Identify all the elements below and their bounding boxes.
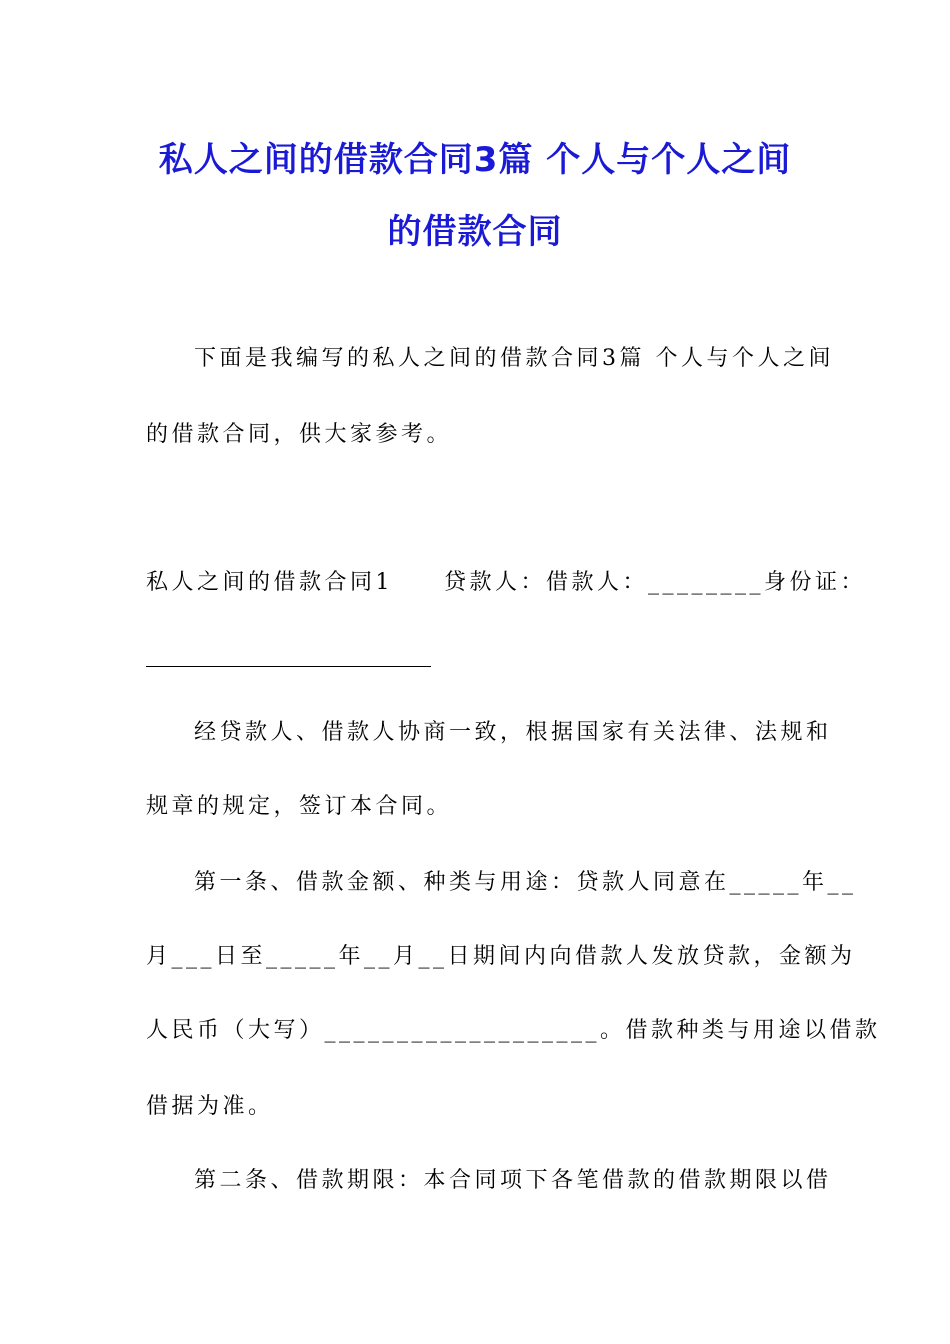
blank-underline — [146, 666, 431, 667]
article-1-line2: 月___日至_____年__月__日期间内向借款人发放贷款，金额为 — [146, 944, 856, 969]
intro-line2: 的借款合同，供大家参考。 — [146, 422, 453, 447]
intro-line1: 下面是我编写的私人之间的借款合同3篇 个人与个人之间 — [194, 346, 834, 371]
paragraph-1-line2: 规章的规定，签订本合同。 — [146, 794, 453, 819]
document-title-line1: 私人之间的借款合同3篇 个人与个人之间 — [158, 140, 792, 180]
article-1-line1: 第一条、借款金额、种类与用途：贷款人同意在_____年__ — [194, 870, 857, 895]
document-title-line2: 的借款合同 — [387, 212, 563, 252]
paragraph-1-line1: 经贷款人、借款人协商一致，根据国家有关法律、法规和 — [194, 720, 832, 745]
article-1-line4: 借据为准。 — [146, 1094, 274, 1119]
article-2-line1: 第二条、借款期限：本合同项下各笔借款的借款期限以借 — [194, 1168, 832, 1193]
contract-header-line: 私人之间的借款合同1 贷款人：借款人：________身份证： — [146, 570, 866, 595]
article-1-line3: 人民币（大写）___________________。借款种类与用途以借款 — [146, 1018, 881, 1043]
